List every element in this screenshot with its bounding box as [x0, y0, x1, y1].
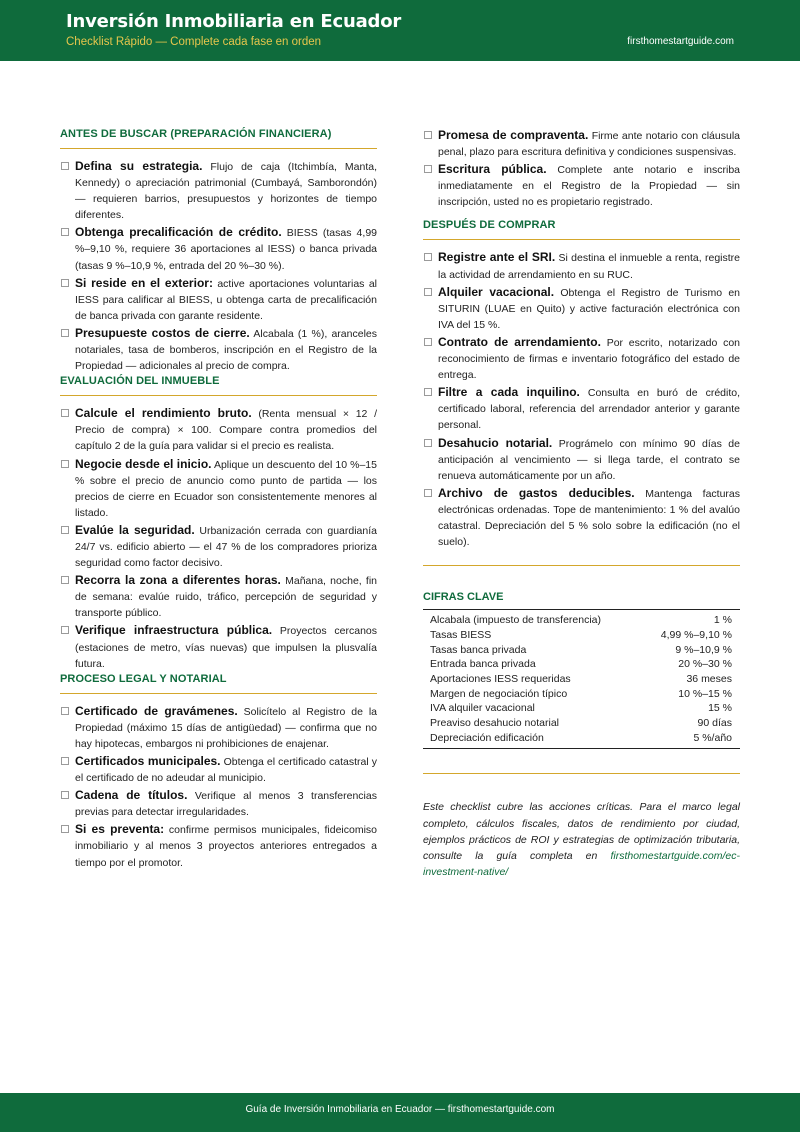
- section-title-evaluation: EVALUACIÓN DEL INMUEBLE: [60, 375, 377, 396]
- checklist-item: [423, 249, 740, 282]
- checklist-item-text: Complete ante notario e inscriba inmediatamente en el Registro de la Propiedad — sin inscripción, usted no es propietario registrado.: [438, 164, 741, 209]
- checklist-item-text: Proyectos cercanos (estaciones de metro, vías nuevas) que impulsen la plusvalía futura.: [75, 625, 377, 670]
- checkbox[interactable]: [61, 228, 69, 236]
- checkbox[interactable]: [424, 253, 432, 261]
- figure-value: 90 días: [697, 717, 732, 730]
- key-figures-title: CIFRAS CLAVE: [423, 591, 740, 610]
- checklist-after: [423, 249, 740, 550]
- checklist-item-text: Firme ante notario con cláusula penal, plazo para escritura definitiva y condiciones suspensivas.: [438, 130, 740, 159]
- figure-value: 4,99 %–9,10 %: [660, 628, 732, 641]
- figure-value: 5 %/año: [693, 731, 732, 744]
- checkbox[interactable]: [61, 526, 69, 534]
- divider-bottom: [423, 773, 740, 774]
- checklist-item-text: Prográmelo con mínimo 90 días de anticipación al vencimiento — si llega tarde, el contrato se renueva automáticamente por un año.: [438, 437, 740, 482]
- table-row: [423, 731, 740, 746]
- checklist-item-text: Mantenga facturas electrónicas ordenadas. Tope de mantenimiento: 1 % del avalúo catastral. Depreciación del 5 % solo sobre la edificación (no el suelo).: [438, 487, 741, 549]
- checklist-item-text: Por escrito, notarizado con reconocimiento de firmas e inventario fotográfico del estado de entrega.: [438, 336, 741, 382]
- checklist-item-label: Escritura pública.: [438, 162, 547, 177]
- figure-value: 20 %–30 %: [678, 658, 732, 671]
- checklist-item-label: Si es preventa:: [75, 822, 165, 837]
- checklist-item-text: Obtenga el Registro de Turismo en SITURIN (LUAE en Quito) y active facturación electrónica con IVA del 15 %.: [438, 286, 740, 331]
- checkbox[interactable]: [61, 825, 69, 833]
- table-row: [423, 672, 740, 687]
- checkbox[interactable]: [61, 162, 69, 170]
- figure-label: Depreciación edificación: [430, 731, 544, 744]
- figure-value: 10 %–15 %: [678, 687, 732, 700]
- checkbox[interactable]: [61, 757, 69, 765]
- checklist-item-label: Si reside en el exterior:: [75, 275, 213, 290]
- checklist-item: [60, 572, 377, 621]
- checklist-item-text: Flujo de caja (Itchimbía, Manta, Kennedy) o apreciación patrimonial (Cumbayá, Samborondón) — requieren barrios, presupuestos y horizontes de tiempo diferentes.: [75, 161, 377, 222]
- checklist-item-label: Desahucio notarial.: [438, 435, 553, 450]
- checkbox[interactable]: [424, 131, 432, 139]
- checkbox[interactable]: [61, 460, 69, 468]
- checklist-item-label: Promesa de compraventa.: [438, 128, 589, 142]
- checkbox[interactable]: [424, 288, 432, 296]
- checklist-item: [423, 284, 740, 333]
- section-title-before: ANTES DE BUSCAR (PREPARACIÓN FINANCIERA): [60, 128, 377, 149]
- checklist-item-label: Presupueste costos de cierre.: [75, 325, 250, 340]
- checklist-item-label: Cadena de títulos.: [75, 788, 188, 803]
- checkbox[interactable]: [424, 338, 432, 346]
- figure-value: 1 %: [713, 614, 732, 627]
- checklist-item: [60, 158, 377, 223]
- checklist-item: [60, 622, 377, 671]
- checklist-before: [60, 158, 377, 374]
- checklist-item: [423, 161, 740, 210]
- table-row: [423, 687, 740, 702]
- checklist-evaluation: [60, 405, 377, 672]
- checklist-item-label: Archivo de gastos deducibles.: [438, 485, 635, 500]
- table-row: [423, 657, 740, 672]
- checklist-item: [423, 384, 740, 433]
- key-figures-bottom-rule: [423, 748, 740, 749]
- checklist-item: [60, 325, 377, 374]
- checklist-item-label: Obtenga precalificación de crédito.: [75, 225, 282, 240]
- figure-label: Preaviso desahucio notarial: [430, 717, 559, 730]
- checklist-item-text: Aplique un descuento del 10 %–15 % sobre el precio de anuncio como punto de partida — los precios de cierre en Ecuador son consistentemente menores al listado.: [75, 458, 377, 519]
- divider-top: [423, 565, 740, 566]
- page-footer: [0, 1093, 800, 1132]
- checklist-item-label: Recorra la zona a diferentes horas.: [75, 573, 281, 588]
- figure-label: IVA alquiler vacacional: [430, 702, 535, 715]
- checklist-legal-continued: [423, 127, 740, 210]
- checklist-item: [60, 405, 377, 454]
- checklist-item: [60, 275, 377, 324]
- checklist-item-label: Certificados municipales.: [75, 754, 221, 768]
- table-row: [423, 701, 740, 716]
- checklist-item-label: Contrato de arrendamiento.: [438, 334, 601, 349]
- checkbox[interactable]: [61, 576, 69, 584]
- checklist-item-text: Verifique al menos 3 transferencias previas para detectar irregularidades.: [75, 790, 377, 819]
- figure-label: Margen de negociación típico: [430, 687, 568, 700]
- figure-value: 36 meses: [686, 672, 732, 685]
- checklist-item-text: Obtenga el certificado catastral y el certificado de no adeudar al municipio.: [75, 756, 377, 785]
- checklist-item-label: Verifique infraestructura pública.: [75, 623, 273, 638]
- checkbox[interactable]: [61, 626, 69, 634]
- checkbox[interactable]: [61, 791, 69, 799]
- section-title-after: DESPUÉS DE COMPRAR: [423, 219, 740, 240]
- checklist-item: [60, 703, 377, 752]
- table-row: [423, 628, 740, 643]
- checklist-item-text: Si destina el inmueble a renta, registre la actividad de arrendamiento en su RUC.: [438, 252, 741, 281]
- key-figures-table: [423, 613, 740, 745]
- table-row: [423, 643, 740, 658]
- footer-text: Guía de Inversión Inmobiliaria en Ecuador — firsthomestartguide.com: [245, 1104, 555, 1115]
- section-title-legal: PROCESO LEGAL Y NOTARIAL: [60, 673, 377, 694]
- checklist-item-label: Evalúe la seguridad.: [75, 522, 195, 537]
- checklist-item-label: Filtre a cada inquilino.: [438, 385, 580, 400]
- checklist-item-text: Mañana, noche, fin de semana: evalúe ruido, tráfico, percepción de seguridad y transporte público.: [75, 575, 378, 620]
- checklist-item-text: confirme permisos municipales, fideicomiso inmobiliario y al menos 3 proyectos anteriores entregados a tiempo por el promotor.: [75, 824, 377, 869]
- checklist-item-label: Alquiler vacacional.: [438, 284, 555, 299]
- closing-note-text: Este checklist cubre las acciones críticas. Para el marco legal completo, cálculos fiscales, datos de rendimiento por ciudad, ejemplos prácticos de ROI y estrategias de optimización tributaria, consulte la guía completa en: [423, 801, 740, 863]
- figure-label: Tasas BIESS: [430, 628, 492, 641]
- checklist-item: [423, 485, 740, 550]
- checkbox[interactable]: [424, 489, 432, 497]
- checklist-item: [423, 334, 740, 383]
- checklist-item-text: (Renta mensual × 12 / Precio de compra) × 100. Compare contra promedios del capítulo 2 de la guía para validar si el precio es realista.: [75, 408, 377, 453]
- table-row: [423, 613, 740, 628]
- checklist-item-text: Solicítelo al Registro de la Propiedad (máximo 15 días de antigüedad) — confirma que no hay hipotecas, embargos ni prohibiciones de enajenar.: [75, 705, 378, 750]
- figure-label: Aportaciones IESS requeridas: [430, 672, 571, 685]
- checklist-item-text: Urbanización cerrada con guardianía 24/7 vs. edificio abierto — el 47 % de los compradores prioriza seguridad como factor decisivo.: [75, 524, 377, 570]
- checklist-item: [60, 787, 377, 820]
- guide-link[interactable]: firsthomestartguide.com/ec-investment-native/: [423, 850, 741, 879]
- checklist-item: [60, 753, 377, 786]
- checklist-item: [423, 127, 740, 160]
- checklist-item-text: Consulta en buró de crédito, certificado laboral, referencia del arrendador anterior y garante personal.: [438, 387, 741, 432]
- checklist-item-label: Calcule el rendimiento bruto.: [75, 406, 252, 421]
- key-figures-box: [423, 591, 740, 749]
- checklist-item: [423, 435, 740, 484]
- figure-label: Alcabala (impuesto de transferencia): [430, 614, 602, 627]
- checklist-item-text: active aportaciones voluntarias al IESS para calificar al BIESS, u obtenga carta de precalificación de banca privada con garante residente.: [75, 277, 377, 322]
- page-title: Inversión Inmobiliaria en Ecuador: [66, 11, 402, 32]
- figure-label: Entrada banca privada: [430, 658, 536, 671]
- checklist-legal: [60, 703, 377, 871]
- checklist-item-text: BIESS (tasas 4,99 %–9,10 %, requiere 36 aportaciones al IESS) o banca privada (tasas 9 %–10,9 %, entrada del 20 %–30 %).: [75, 227, 377, 272]
- checkbox[interactable]: [424, 439, 432, 447]
- checklist-item: [60, 224, 377, 273]
- checklist-item: [60, 821, 377, 870]
- checkbox[interactable]: [61, 329, 69, 337]
- closing-note: [423, 799, 740, 880]
- checklist-item-label: Negocie desde el inicio.: [75, 456, 212, 471]
- left-column: [60, 120, 377, 872]
- header-site-link[interactable]: firsthomestartguide.com: [627, 36, 734, 47]
- checkbox[interactable]: [61, 279, 69, 287]
- table-row: [423, 716, 740, 731]
- checkbox[interactable]: [61, 409, 69, 417]
- checkbox[interactable]: [424, 388, 432, 396]
- checklist-item: [60, 456, 377, 521]
- right-column: [423, 127, 740, 881]
- page-subtitle: Checklist Rápido — Complete cada fase en orden: [66, 36, 322, 48]
- checklist-item-text: Alcabala (1 %), aranceles notariales, tasa de bomberos, inscripción en el Registro de la Propiedad — adicionales al precio de compra.: [75, 327, 377, 373]
- page-header: [0, 0, 800, 61]
- checkbox[interactable]: [61, 707, 69, 715]
- checklist-item-label: Registre ante el SRI.: [438, 250, 556, 265]
- checklist-item-label: Certificado de gravámenes.: [75, 703, 238, 718]
- figure-label: Tasas banca privada: [430, 643, 527, 656]
- checklist-item-label: Defina su estrategia.: [75, 159, 203, 173]
- checkbox[interactable]: [424, 165, 432, 173]
- checklist-item: [60, 522, 377, 571]
- figure-value: 9 %–10,9 %: [675, 643, 732, 656]
- figure-value: 15 %: [708, 702, 732, 715]
